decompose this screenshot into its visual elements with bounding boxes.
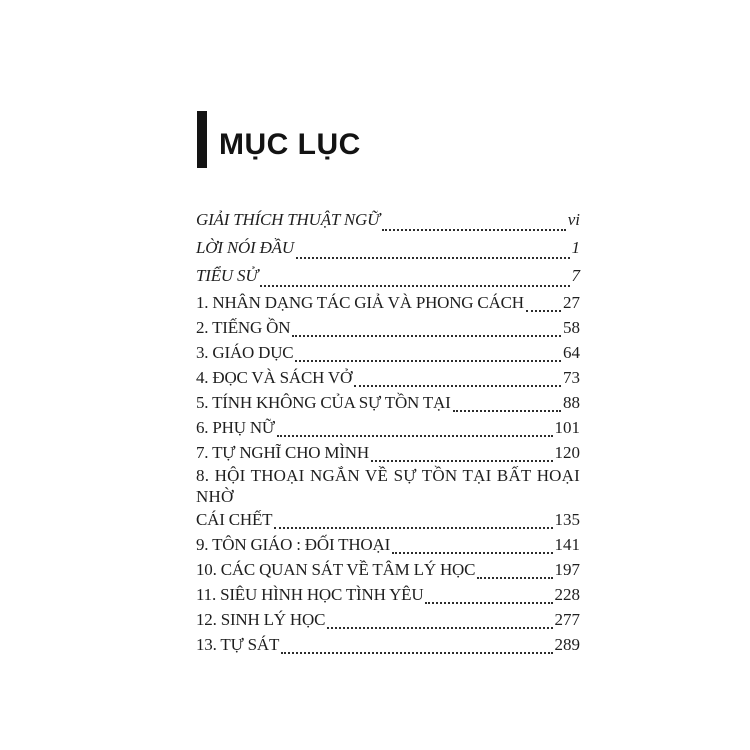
toc-entry-line bbox=[196, 234, 580, 262]
dot-leader bbox=[477, 577, 552, 579]
toc-entry-page-number: 141 bbox=[554, 535, 580, 554]
toc-entry-label: 4. ĐỌC VÀ SÁCH VỞ bbox=[196, 368, 353, 387]
toc-entry-page-number: 101 bbox=[554, 418, 580, 437]
toc-entry-page-number: 289 bbox=[554, 635, 580, 654]
toc-entry-label: 1. NHÂN DẠNG TÁC GIẢ VÀ PHONG CÁCH bbox=[196, 293, 524, 312]
dot-leader bbox=[392, 552, 552, 554]
toc-entry bbox=[196, 206, 580, 234]
dot-leader bbox=[371, 460, 553, 462]
toc-entry-line bbox=[196, 390, 580, 415]
toc-entry-label: 5. TÍNH KHÔNG CỦA SỰ TỒN TẠI bbox=[196, 393, 451, 412]
toc-entry-page-number: 73 bbox=[563, 368, 580, 387]
toc-entry-label: 10. CÁC QUAN SÁT VỀ TÂM LÝ HỌC bbox=[196, 560, 476, 579]
toc-entry-label: 7. TỰ NGHĨ CHO MÌNH bbox=[196, 443, 369, 462]
dot-leader bbox=[453, 410, 561, 412]
toc-entry-line bbox=[196, 532, 580, 557]
toc-entry-line bbox=[196, 507, 580, 532]
toc-entry bbox=[196, 532, 580, 557]
toc-entry-label: TIỂU SỬ bbox=[196, 266, 258, 285]
toc-entry-first-line: 8. HỘI THOẠI NGẮN VỀ SỰ TỒN TẠI BẤT HOẠI NHỜ bbox=[196, 466, 580, 506]
toc-entry bbox=[196, 607, 580, 632]
toc-entry-page-number: 120 bbox=[554, 443, 580, 462]
toc-entry-line bbox=[196, 340, 580, 365]
title-accent-bar bbox=[197, 111, 207, 168]
toc-entry-line bbox=[196, 415, 580, 440]
toc-entry bbox=[196, 390, 580, 415]
toc-entry-line bbox=[196, 290, 580, 315]
toc-entry-label: 9. TÔN GIÁO : ĐỐI THOẠI bbox=[196, 535, 391, 554]
toc-entry bbox=[196, 262, 580, 290]
toc-entry-label: 3. GIÁO DỤC bbox=[196, 343, 294, 362]
toc-entry bbox=[196, 582, 580, 607]
dot-leader bbox=[296, 257, 570, 259]
dot-leader bbox=[277, 435, 553, 437]
dot-leader bbox=[274, 527, 552, 529]
toc-entry bbox=[196, 234, 580, 262]
dot-leader bbox=[526, 310, 561, 312]
dot-leader bbox=[292, 335, 561, 337]
toc-entry bbox=[196, 465, 580, 532]
dot-leader bbox=[327, 627, 552, 629]
toc-entry-page-number: 228 bbox=[554, 585, 580, 604]
toc-entry-line bbox=[196, 607, 580, 632]
page-title: MỤC LỤC bbox=[219, 127, 361, 161]
dot-leader bbox=[281, 652, 552, 654]
toc-entry-page-number: 1 bbox=[571, 238, 580, 257]
dot-leader bbox=[382, 229, 566, 231]
dot-leader bbox=[295, 360, 561, 362]
dot-leader bbox=[354, 385, 561, 387]
toc-entry-page-number: 64 bbox=[563, 343, 580, 362]
toc-entry-label: LỜI NÓI ĐẦU bbox=[196, 238, 294, 257]
toc-entry-page-number: 88 bbox=[563, 393, 580, 412]
toc-entry bbox=[196, 415, 580, 440]
toc-entry bbox=[196, 557, 580, 582]
toc-entry-line bbox=[196, 315, 580, 340]
toc-entry-label: 11. SIÊU HÌNH HỌC TÌNH YÊU bbox=[196, 585, 424, 604]
dot-leader bbox=[260, 285, 570, 287]
toc-entry bbox=[196, 440, 580, 465]
toc-entry bbox=[196, 632, 580, 657]
toc-entry-label: 6. PHỤ NỮ bbox=[196, 418, 275, 437]
toc-entry-page-number: vi bbox=[567, 210, 580, 229]
toc-entry bbox=[196, 365, 580, 390]
toc-entry bbox=[196, 290, 580, 315]
toc-entry bbox=[196, 315, 580, 340]
toc-entry-line bbox=[196, 262, 580, 290]
toc-entry bbox=[196, 340, 580, 365]
toc-entry-page-number: 27 bbox=[563, 293, 580, 312]
toc-entry-label: 12. SINH LÝ HỌC bbox=[196, 610, 326, 629]
toc-entry-line bbox=[196, 365, 580, 390]
toc-entry-line bbox=[196, 632, 580, 657]
toc-entry-label: CÁI CHẾT bbox=[196, 510, 273, 529]
toc-entry-page-number: 7 bbox=[571, 266, 580, 285]
toc-entry-label: GIẢI THÍCH THUẬT NGỮ bbox=[196, 210, 380, 229]
toc-entry-page-number: 135 bbox=[554, 510, 580, 529]
toc-entry-line bbox=[196, 582, 580, 607]
dot-leader bbox=[425, 602, 552, 604]
toc-entry-label: 2. TIẾNG ỒN bbox=[196, 318, 291, 337]
toc-entry-line bbox=[196, 206, 580, 234]
toc-list bbox=[196, 206, 580, 657]
toc-header bbox=[197, 111, 361, 168]
toc-entry-page-number: 277 bbox=[554, 610, 580, 629]
toc-entry-page-number: 58 bbox=[563, 318, 580, 337]
toc-entry-page-number: 197 bbox=[554, 560, 580, 579]
toc-entry-line bbox=[196, 440, 580, 465]
toc-entry-line bbox=[196, 557, 580, 582]
toc-entry-label: 13. TỰ SÁT bbox=[196, 635, 280, 654]
